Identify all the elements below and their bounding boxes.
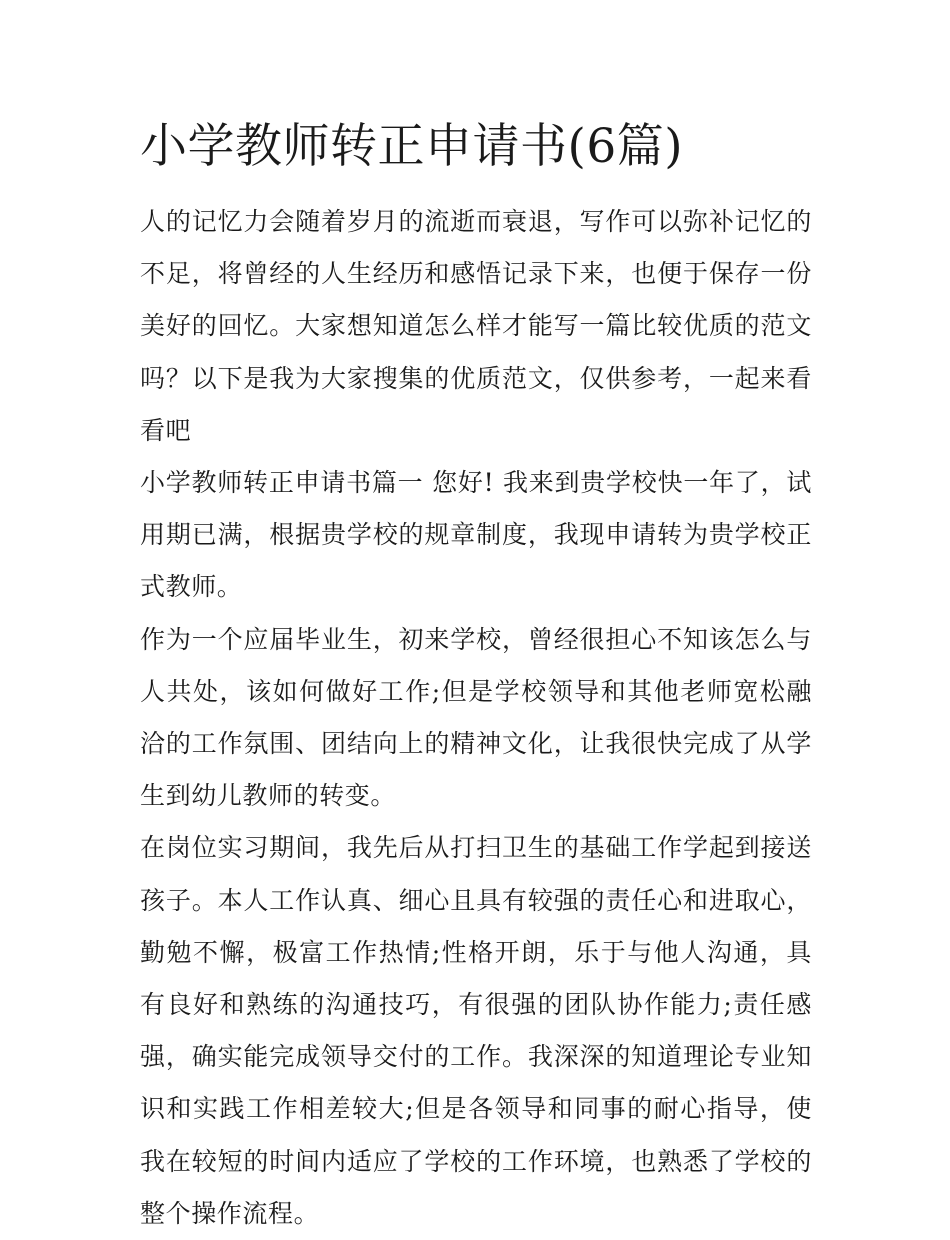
paragraph-internship: 在岗位实习期间，我先后从打扫卫生的基础工作学起到接送孩子。本人工作认真、细心且具有较强的责任心和进取心，勤勉不懈，极富工作热情;性格开朗，乐于与他人沟通，具有良好和熟练的沟通技巧，有很强的团队协作能力;责任感强，确实能完成领导交付的工作。我深深的知道理论专业知识和实践工作相差较大;但是各领导和同事的耐心指导，使我在较短的时间内适应了学校的工作环境，也熟悉了学校的整个操作流程。 (140, 833, 812, 1228)
paragraph-opening: 小学教师转正申请书篇一 您好! 我来到贵学校快一年了，试用期已满，根据贵学校的规章制度，我现申请转为贵学校正式教师。 (140, 468, 812, 602)
paragraph-intro: 人的记忆力会随着岁月的流逝而衰退，写作可以弥补记忆的不足，将曾经的人生经历和感悟记录下来，也便于保存一份美好的回忆。大家想知道怎么样才能写一篇比较优质的范文吗？以下是我为大家搜集的优质范文，仅供参考，一起来看看吧 (140, 207, 812, 445)
document-title: 小学教师转正申请书(6篇) (140, 119, 684, 174)
document-body (140, 196, 812, 1240)
paragraph-adaptation: 作为一个应届毕业生，初来学校，曾经很担心不知该怎么与人共处，该如何做好工作;但是学校领导和其他老师宽松融洽的工作氛围、团结向上的精神文化，让我很快完成了从学生到幼儿教师的转变。 (140, 624, 812, 811)
